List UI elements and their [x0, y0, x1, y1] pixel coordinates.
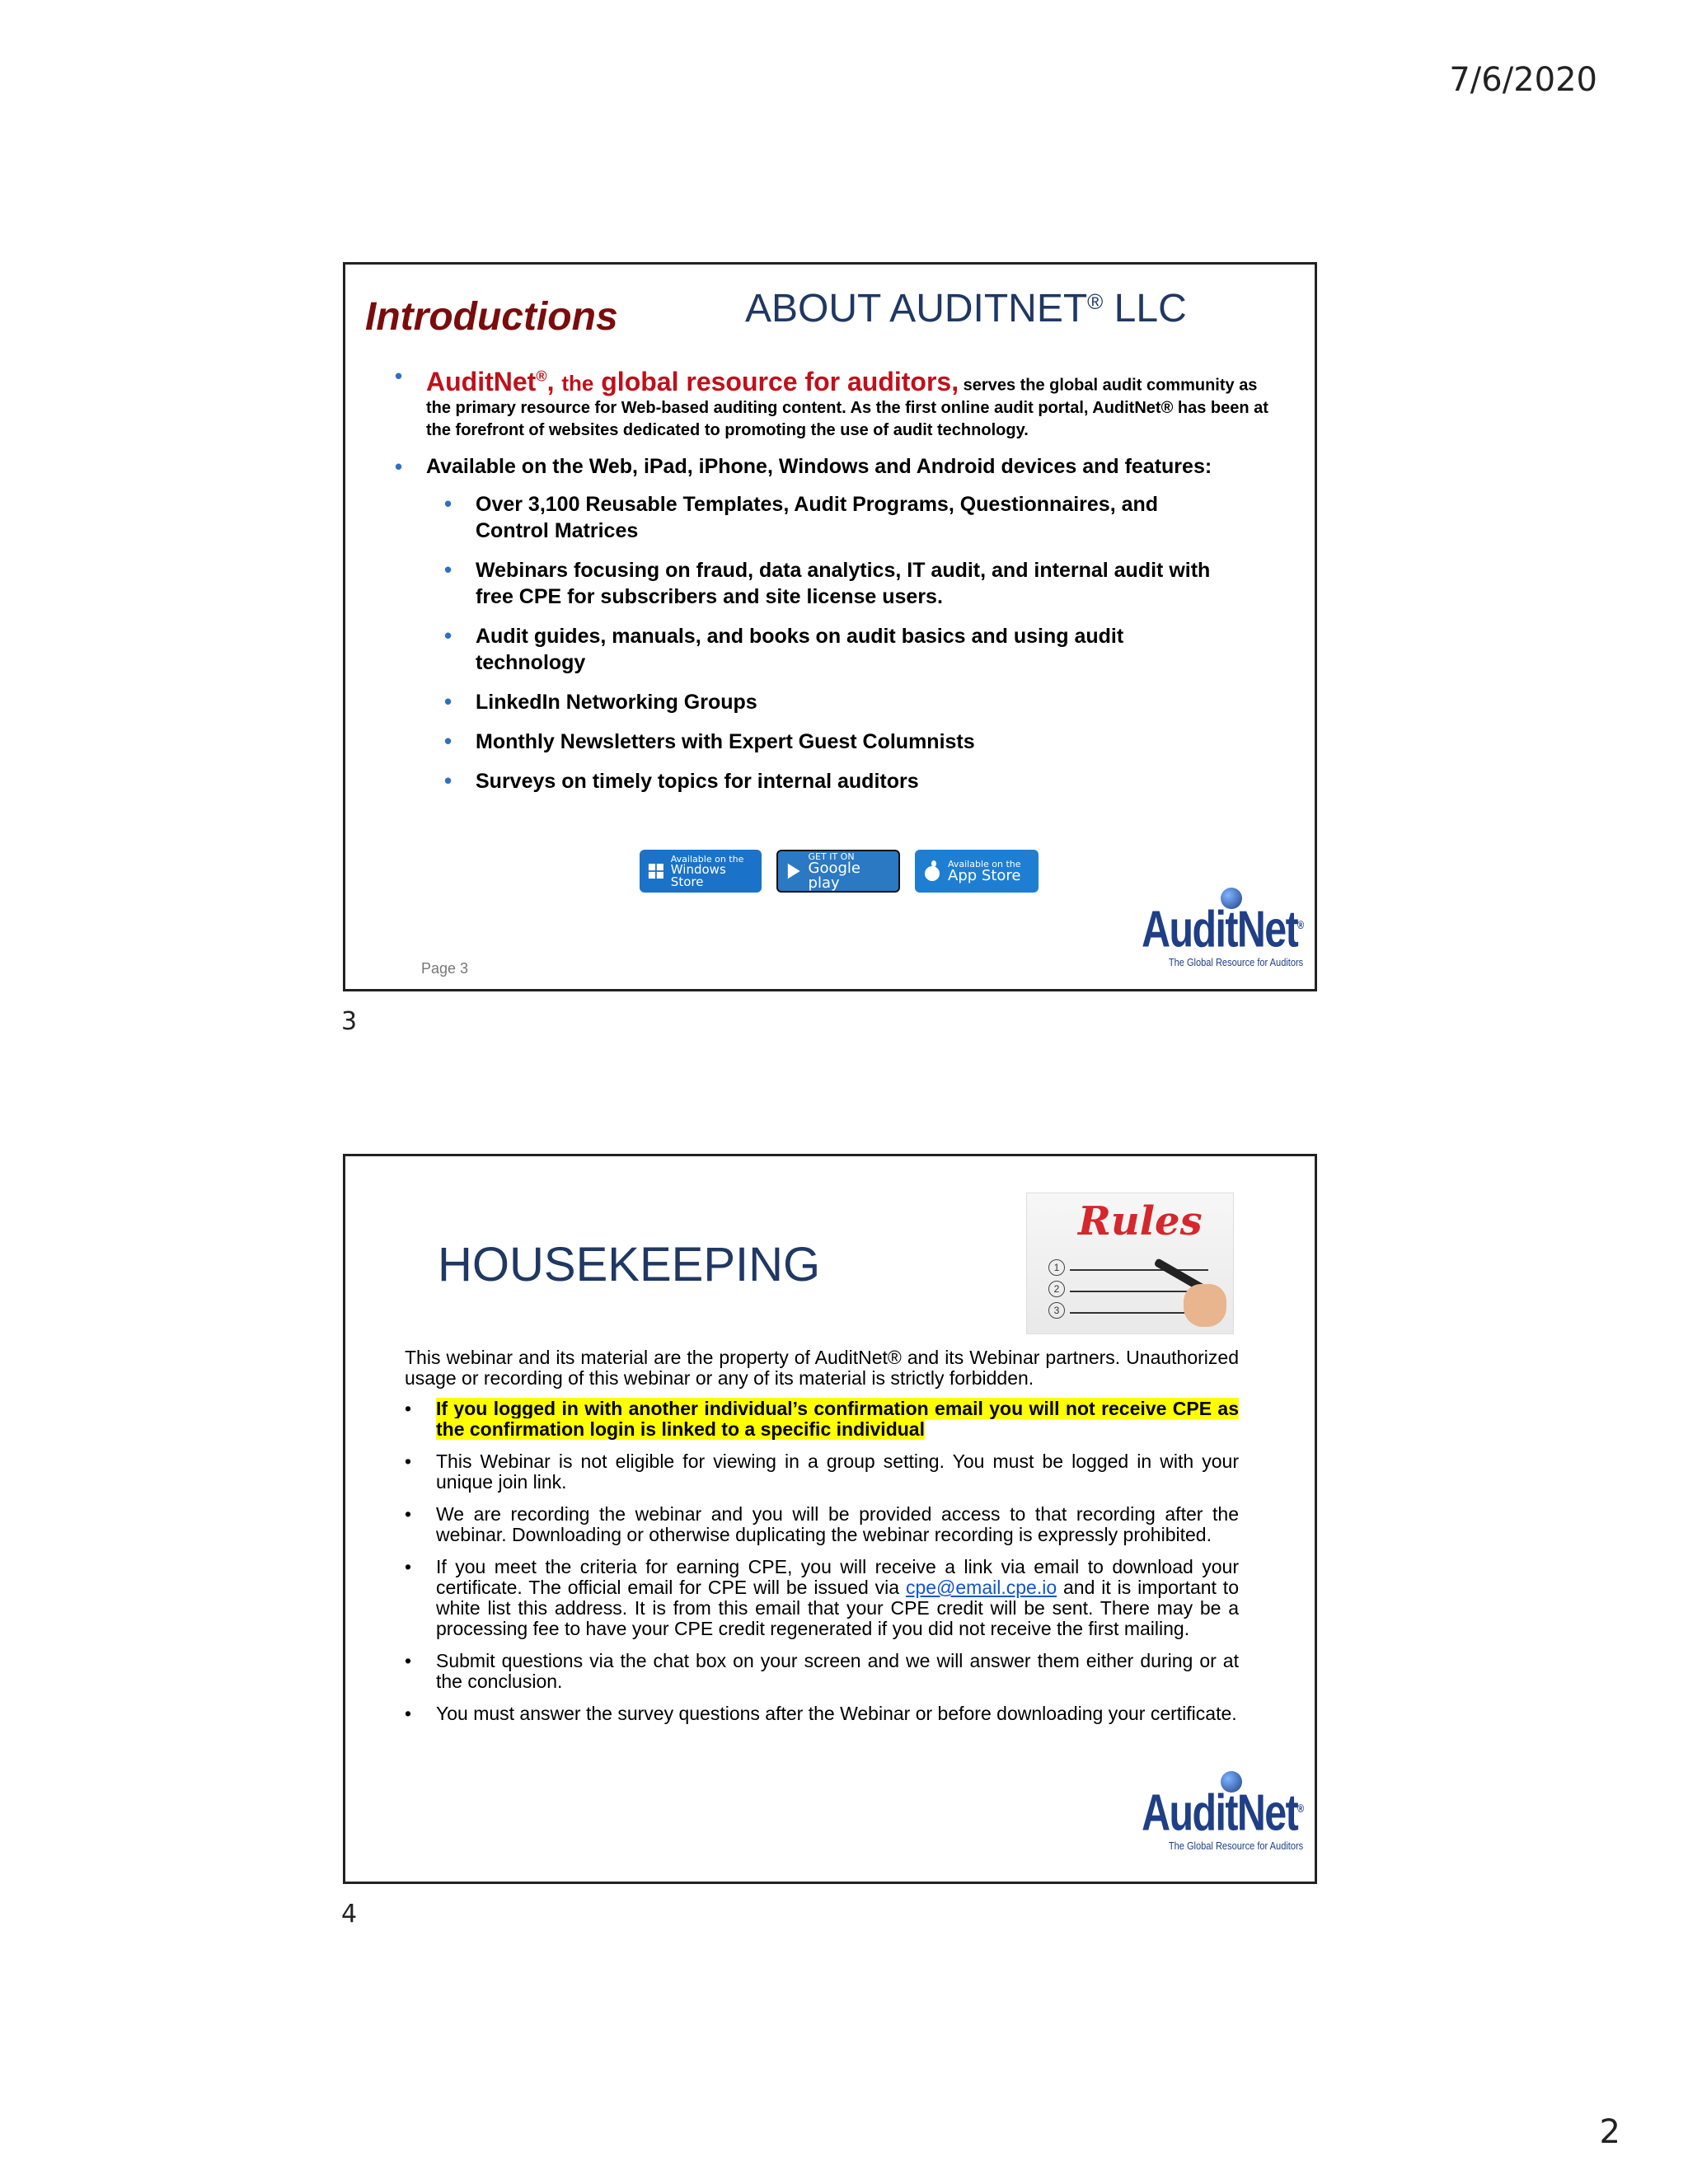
hand-icon	[1184, 1284, 1226, 1327]
bullet-icon: •	[444, 688, 452, 714]
slide-3-bullet-list	[395, 365, 1268, 808]
google-play-badge[interactable]: GET IT ON Google play	[776, 850, 900, 893]
auditnet-logo: AuditNet® The Global Resource for Auditors	[1096, 899, 1303, 968]
app-store-badge[interactable]: Available on the App Store	[915, 850, 1039, 893]
slide-4-number: 4	[341, 1900, 358, 1929]
slide-3	[343, 262, 1317, 991]
bullet-icon: •	[405, 1556, 412, 1577]
slide-3-number: 3	[341, 1007, 358, 1036]
feature-item: • Monthly Newsletters with Expert Guest Columnists	[444, 728, 975, 753]
bullet-icon: •	[444, 490, 452, 516]
list-item: • You must answer the survey questions after the Webinar or before downloading your certificate.	[405, 1703, 1237, 1724]
bullet-icon: •	[395, 453, 403, 479]
housekeeping-intro: This webinar and its material are the property of AuditNet® and its Webinar partners. Unauthorized usage or recording of this webinar or any of its material is strictly forbidden.	[405, 1347, 1239, 1389]
windows-store-badge[interactable]: Available on the Windows Store	[640, 850, 762, 893]
auditnet-logo: AuditNet® The Global Resource for Auditors	[1096, 1783, 1303, 1852]
bullet-icon: •	[405, 1703, 412, 1724]
feature-item: • Over 3,100 Reusable Templates, Audit Programs, Questionnaires, and Control Matrices	[444, 490, 1159, 542]
bullet-icon: •	[405, 1503, 412, 1525]
feature-item: • LinkedIn Networking Groups	[444, 688, 757, 714]
list-item	[405, 1399, 1239, 1440]
list-item: • Submit questions via the chat box on your screen and we will answer them either during or at the conclusion.	[405, 1650, 1239, 1692]
bullet-icon: •	[444, 767, 452, 793]
bullet-icon: •	[444, 728, 452, 753]
bullet-icon: •	[405, 1650, 412, 1671]
feature-item: • Webinars focusing on fraud, data analytics, IT audit, and internal audit with free CPE for subscribers and site license users.	[444, 556, 1211, 608]
highlighted-warning: If you logged in with another individual’s confirmation email you will not receive CPE as the confirmation login is linked to a specific individual	[436, 1398, 1239, 1440]
list-item: • If you meet the criteria for earning CPE, you will receive a link via email to download your certificate. The official email for CPE will be issued via cpe@email.cpe.io and it is important to white list this address. It is from this email that your CPE credit will be sent. There may be a processing fee to have your CPE credit regenerated if you did not receive the first mailing.	[405, 1556, 1239, 1639]
document-date: 7/6/2020	[1449, 61, 1597, 99]
bullet-icon: •	[444, 556, 452, 582]
list-item: • We are recording the webinar and you will be provided access to that recording after the webinar. Downloading or otherwise duplicating the webinar recording is expressly prohibited.	[405, 1503, 1239, 1545]
slide-page-label: Page 3	[421, 960, 469, 977]
rules-illustration: Rules 1 2 3	[1026, 1193, 1234, 1334]
cpe-email-link[interactable]: cpe@email.cpe.io	[905, 1577, 1057, 1598]
page-number: 2	[1599, 2113, 1620, 2151]
bullet-icon: •	[395, 363, 403, 388]
apple-icon	[923, 860, 941, 882]
google-play-icon	[786, 862, 802, 880]
feature-item: • Surveys on timely topics for internal auditors	[444, 767, 919, 793]
slide-3-section-title: Introductions	[365, 295, 618, 339]
slide-4	[343, 1154, 1317, 1884]
bullet-auditnet-description: • AuditNet®, the global resource for auditors, serves the global audit community as the primary resource for Web-based auditing content. As the first online audit portal, AuditNet® has been at the forefront of websites dedicated to promoting the use of audit technology.	[395, 363, 1268, 439]
feature-item: • Audit guides, manuals, and books on audit basics and using audit technology	[444, 622, 1124, 674]
list-item: • This Webinar is not eligible for viewing in a group setting. You must be logged in with your unique join link.	[405, 1451, 1239, 1493]
housekeeping-text	[405, 1347, 1239, 1736]
slide-4-title: HOUSEKEEPING	[438, 1238, 821, 1291]
bullet-availability: • Available on the Web, iPad, iPhone, Windows and Android devices and features:	[395, 453, 1212, 479]
windows-icon	[648, 862, 664, 880]
bullet-icon: •	[444, 622, 452, 648]
slide-3-title: ABOUT AUDITNET® LLC	[745, 287, 1187, 330]
bullet-icon: •	[405, 1398, 412, 1419]
store-badges	[640, 850, 1039, 893]
bullet-icon: •	[405, 1451, 412, 1472]
